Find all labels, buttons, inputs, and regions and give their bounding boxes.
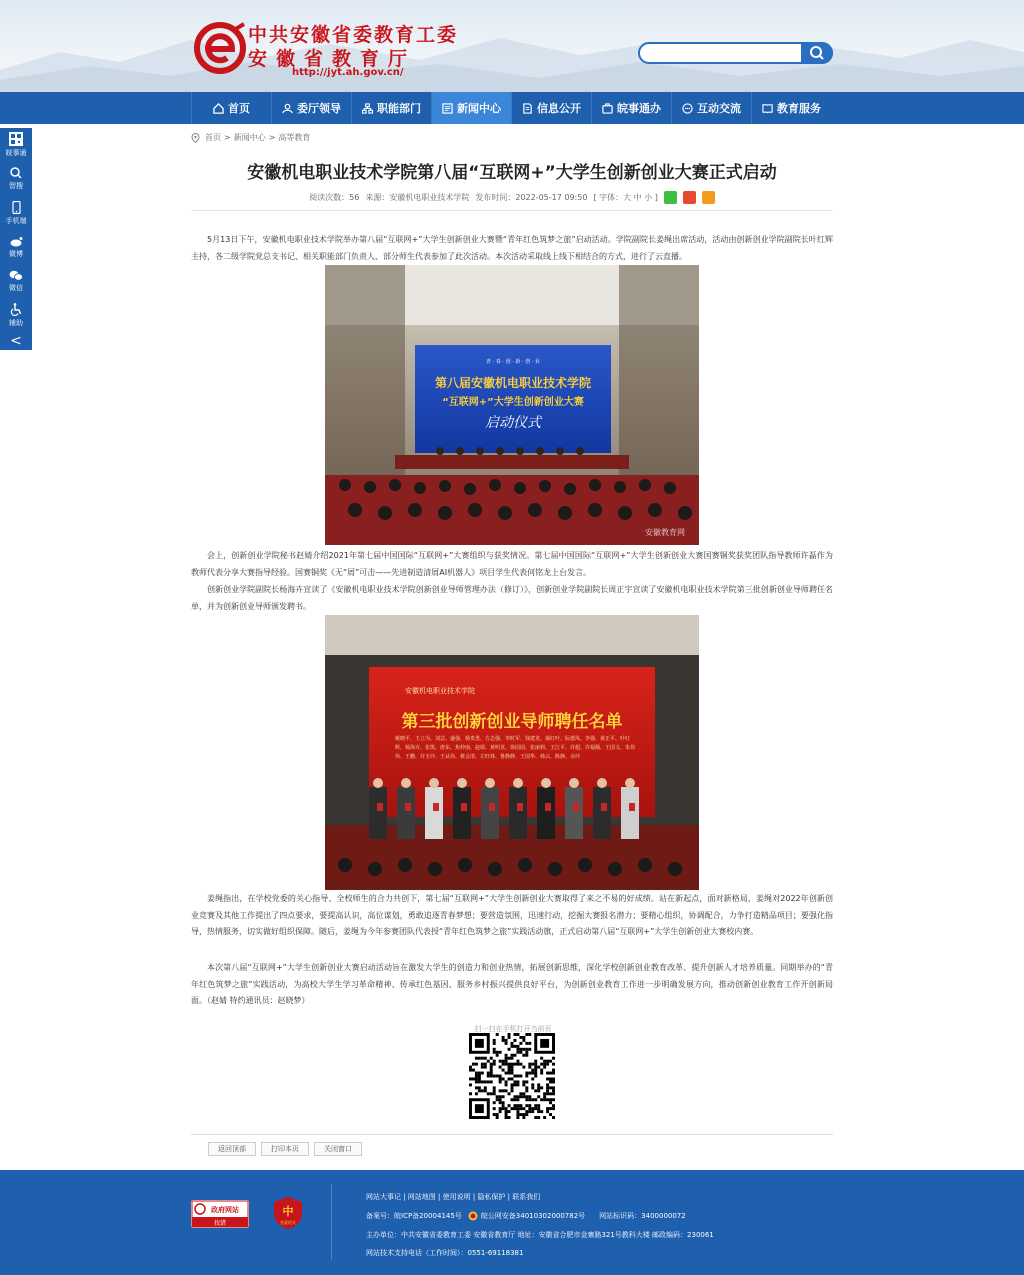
article-paragraph: 创新创业学院副院长杨海卉宣读了《安徽机电职业技术学院创新创业导师管理办法（修订）》，创新创业学院副院长周正宇宣读了安徽机电职业技术学院第三批创新创业导师聘任名单，并为创新创业导师颁发聘书。 [191, 585, 833, 611]
footer-links[interactable]: 网站大事记 | 网站地图 | 使用说明 | 隐私保护 | 联系我们 [366, 1193, 541, 1201]
mobile-icon [12, 201, 21, 214]
chevron-left-icon: < [10, 333, 22, 349]
side-label: 皖事通 [5, 149, 27, 157]
breadcrumb-news[interactable]: 新闻中心 [233, 133, 266, 142]
user-icon [282, 103, 293, 114]
nav-item-4[interactable] [511, 92, 591, 124]
print-button[interactable]: 打印本页 [261, 1142, 309, 1156]
icp-number[interactable]: 备案号：皖ICP备20004145号 [366, 1212, 462, 1220]
svg-text:中: 中 [282, 1205, 294, 1218]
screen-headline: 第三批创新创业导师聘任名单 [401, 712, 623, 732]
doc-icon [522, 103, 533, 114]
site-url: http://jyt.ah.gov.cn/ [292, 67, 404, 78]
article-paragraph: 5月13日下午，安徽机电职业技术学院举办第八届“互联网+”大学生创新创业大赛暨“青年红色筑梦之旅”启动活动。学院副院长姜绳出席活动，活动由创新创业学院副院长叶红辉主持，各二级学院党总支书记、相关职能部门负责人、部分师生代表参加了此次活动。本次活动采取线上线下相结合的方式，进行了云直播。 [191, 235, 833, 261]
banner-small-text: 青 · 春 · 创 · 新 · 创 · 业 [486, 359, 540, 365]
location-pin-icon [191, 133, 200, 143]
side-item-wechat[interactable] [0, 264, 32, 298]
side-label: 辅助 [9, 318, 23, 327]
search-icon [801, 42, 833, 64]
site-logo[interactable] [194, 18, 464, 80]
footer-support: 网站技术支持电话（工作时间）：0551-69118381 [366, 1249, 524, 1257]
qr-code-image [469, 1033, 555, 1119]
side-label: 微博 [9, 249, 23, 258]
side-label: 智搜 [9, 182, 23, 190]
article-title: 安徽机电职业技术学院第八届“互联网+”大学生创新创业大赛正式启动 [247, 163, 777, 183]
side-label: 微信 [9, 283, 23, 292]
nav-item-3[interactable] [431, 92, 511, 124]
banner-line2: “互联网+”大学生创新创业大赛 [442, 397, 584, 408]
nav-item-2[interactable] [351, 92, 431, 124]
side-item-mobile[interactable] [0, 196, 32, 230]
main-nav-items [191, 92, 831, 124]
nav-label: 首页 [228, 102, 250, 115]
accessibility-icon [10, 303, 22, 316]
banner-line1: 第八届安徽机电职业技术学院 [434, 376, 592, 390]
photo-launch-ceremony [325, 265, 699, 545]
font-size-control[interactable]: [ 字体：大 中 小 ] [593, 193, 658, 202]
police-number[interactable]: 皖公网安备34010302000782号 [480, 1212, 586, 1220]
side-toolbar [0, 128, 32, 350]
wechat-share-icon[interactable] [664, 191, 677, 204]
qr-code-icon [9, 132, 23, 146]
site-header [0, 0, 1024, 92]
nav-item-5[interactable] [591, 92, 671, 124]
service-icon [602, 103, 613, 114]
nav-label: 信息公开 [537, 102, 581, 115]
wechat-icon [9, 270, 23, 281]
nav-label: 教育服务 [777, 102, 821, 115]
title-divider [191, 210, 833, 211]
screen-school-name: 安徽机电职业技术学院 [405, 687, 475, 695]
article-paragraph: 姜绳指出，在学校党委的关心指导、全校师生的合力共创下，第七届“互联网+”大学生创新创业大赛取得了来之不易的好成绩。站在新起点，面对新格局，姜绳对2022年创新创业竞赛及其他工作提出了四点要求，要提高认识，高位谋划，勇敢追逐青春梦想；要营造氛围，迅速行动，挖掘大赛报名潜力；要精心组织，协调配合，力争打造精品项目；要强化指导，热情服务，切实做好组织保障。随后，姜绳为今年参赛团队代表授“青年红色筑梦之旅”实践活动旗，正式启动第八届“互联网+”大学生创新创业大赛校内赛。 [191, 894, 833, 937]
nav-item-0[interactable] [191, 92, 271, 124]
smart-search-icon [10, 167, 22, 179]
publish-time: 发布时间：2022-05-17 09:50 [475, 193, 588, 202]
nav-item-7[interactable] [751, 92, 831, 124]
badge1-bottom-text: 找错 [213, 1220, 227, 1227]
footer-sponsor: 主办单位：中共安徽省委教育工委 安徽省教育厅 地址：安徽省合肥市金寨路321号教科大楼 邮政编码：230061 [366, 1231, 714, 1239]
article-paragraph: 本次第八届“互联网+”大学生创新创业大赛启动活动旨在激发大学生的创造力和创业热情，拓展创新思维，深化学校创新创业教育改革、提升创新人才培养质量。同期举办的“青年红色筑梦之旅”实践活动，为高校大学生学习革命精神、传承红色基因、服务乡村振兴提供良好平台，为创新创业教育工作进一步明确发展方向，推动创新创业教育工作开创新局面。（赵婧 特约通讯员：赵晓梦） [191, 963, 833, 1006]
article-paragraph: 会上，创新创业学院秘书赵婧介绍2021年第七届中国国际“互联网+”大赛组织与获奖情况。第七届中国国际“互联网+”大学生创新创业大赛国赛铜奖获奖团队指导教师许磊作为教师代表分享大赛指导经验。国赛铜奖《无“屑”可击——先进制造清屑AI机器人》项目学生代表何铭龙上台发言。 [191, 551, 833, 577]
side-item-accessibility[interactable] [0, 298, 32, 332]
mountain-background [0, 0, 1024, 92]
nav-label: 委厅领导 [297, 102, 341, 115]
footer-divider [331, 1184, 332, 1260]
breadcrumb-sep: > [224, 133, 231, 142]
search-button[interactable] [801, 42, 833, 64]
weibo-share-icon[interactable] [683, 191, 696, 204]
org-name-line2: 安徽省教育厅 [248, 48, 417, 70]
photo-launch-ceremony-graphic [325, 265, 699, 545]
org-name-line1: 中共安徽省委教育工委 [248, 24, 459, 46]
nav-label: 新闻中心 [457, 102, 501, 115]
side-item-search[interactable] [0, 162, 32, 196]
close-window-button[interactable]: 关闭窗口 [314, 1142, 362, 1156]
breadcrumb-sep: > [268, 133, 276, 142]
search-input[interactable] [646, 45, 801, 61]
badge1-top-text: 政府网站 [211, 1206, 239, 1214]
weibo-icon [10, 236, 23, 247]
nav-label: 皖事通办 [617, 102, 661, 115]
article-meta [191, 191, 833, 204]
chat-icon [682, 103, 693, 114]
side-item-wanshitong[interactable] [0, 128, 32, 162]
photo-watermark: 安徽教育网 [645, 528, 685, 537]
nav-item-1[interactable] [271, 92, 351, 124]
site-code: 网站标识码：3400000072 [599, 1212, 686, 1220]
logo-e-icon [194, 22, 246, 74]
screen-name-list: 姚晓平、王立为、刘芸、盛强、杨贵勇、方志强、李时军、钱建龙、郁红叶、阮德凤、李强、黄正平、叶红辉、杨海卉、张凯、唐东、焦仲南、赵婧、黄明龙、徐园园、张丽莉、王江平、许超、许福佩、王国文、朱伟伟、王鹏、许玉玲、王从伟、蔡会清、左旺林、鲁静静、王国华、韩云、陈静、余玲 [395, 736, 635, 760]
side-item-weibo[interactable] [0, 230, 32, 264]
side-label: 手机端 [5, 216, 27, 225]
nav-label: 职能部门 [377, 102, 421, 115]
qzone-share-icon[interactable] [702, 191, 715, 204]
bottom-actions [208, 1142, 367, 1156]
news-icon [442, 103, 453, 114]
back-to-top-button[interactable]: 返回顶部 [208, 1142, 256, 1156]
site-footer [0, 1170, 1024, 1275]
breadcrumb [191, 132, 313, 143]
photo-mentor-appointment [325, 615, 699, 890]
banner-line3: 启动仪式 [485, 415, 541, 431]
article-source: 来源：安徽机电职业技术学院 [365, 193, 470, 202]
badge2-text: 党政机关 [280, 1220, 296, 1225]
book-icon [762, 103, 773, 114]
main-nav [0, 92, 1024, 124]
photo-mentor-appointment-graphic [325, 615, 699, 890]
breadcrumb-current[interactable]: 高等教育 [278, 133, 311, 142]
nav-label: 互动交流 [697, 102, 741, 115]
home-icon [213, 103, 224, 114]
search-box [638, 42, 833, 64]
qr-label: 扫一扫在手机打开当前页 [474, 1025, 552, 1033]
party-gov-badge[interactable] [273, 1196, 303, 1230]
party-gov-badge-graphic [273, 1196, 303, 1230]
gov-site-error-badge[interactable] [191, 1200, 249, 1228]
view-count: 阅读次数：56 [309, 193, 360, 202]
bottom-divider [191, 1134, 833, 1135]
breadcrumb-home[interactable]: 首页 [205, 133, 221, 142]
nav-item-6[interactable] [671, 92, 751, 124]
org-icon [362, 103, 373, 114]
gov-site-error-badge-graphic [191, 1200, 249, 1228]
footer-registration [366, 1211, 686, 1221]
police-badge-icon [468, 1211, 478, 1221]
side-collapse-button[interactable] [0, 332, 32, 350]
